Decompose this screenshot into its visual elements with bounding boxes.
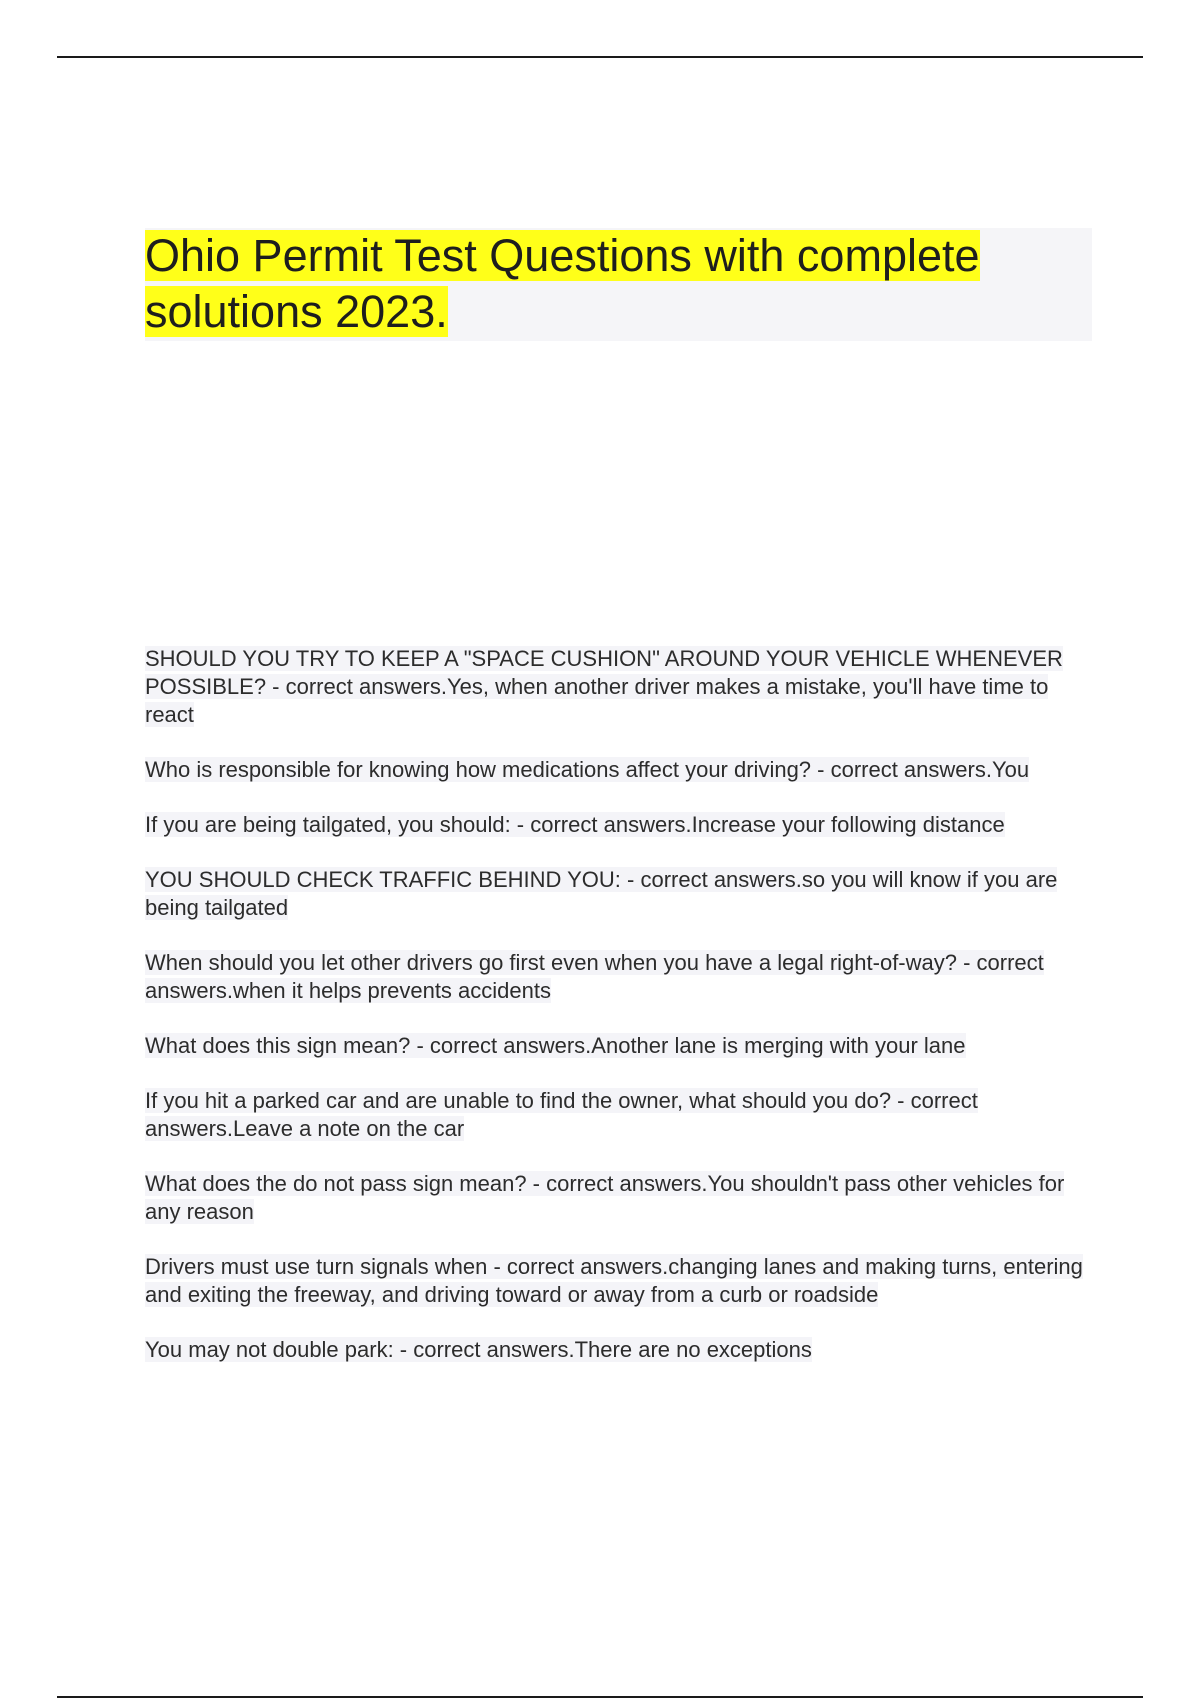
- qa-item: Who is responsible for knowing how medications affect your driving? - correct answers.You: [145, 757, 1030, 782]
- qa-item: SHOULD YOU TRY TO KEEP A "SPACE CUSHION" AROUND YOUR VEHICLE WHENEVER POSSIBLE? - correct answers.Yes, when another driver makes a mistake, you'll have time to react: [145, 646, 1063, 727]
- question-answer-list: [145, 645, 1100, 1391]
- qa-item: What does this sign mean? - correct answers.Another lane is merging with your lane: [145, 1033, 966, 1058]
- qa-item: If you are being tailgated, you should: - correct answers.Increase your following distance: [145, 812, 1005, 837]
- title-block: [145, 228, 1092, 341]
- qa-item: Drivers must use turn signals when - correct answers.changing lanes and making turns, entering and exiting the freeway, and driving toward or away from a curb or roadside: [145, 1254, 1083, 1307]
- qa-item: When should you let other drivers go first even when you have a legal right-of-way? - correct answers.when it helps prevents accidents: [145, 950, 1044, 1003]
- document-title: [145, 228, 1045, 340]
- qa-item: You may not double park: - correct answers.There are no exceptions: [145, 1337, 812, 1362]
- qa-item: What does the do not pass sign mean? - correct answers.You shouldn't pass other vehicles for any reason: [145, 1171, 1065, 1224]
- qa-item: YOU SHOULD CHECK TRAFFIC BEHIND YOU: - correct answers.so you will know if you are being tailgated: [145, 867, 1058, 920]
- qa-item: If you hit a parked car and are unable to find the owner, what should you do? - correct answers.Leave a note on the car: [145, 1088, 978, 1141]
- top-rule: [57, 56, 1143, 58]
- bottom-rule: [57, 1696, 1143, 1698]
- title-highlight: Ohio Permit Test Questions with complete solutions 2023.: [145, 230, 980, 337]
